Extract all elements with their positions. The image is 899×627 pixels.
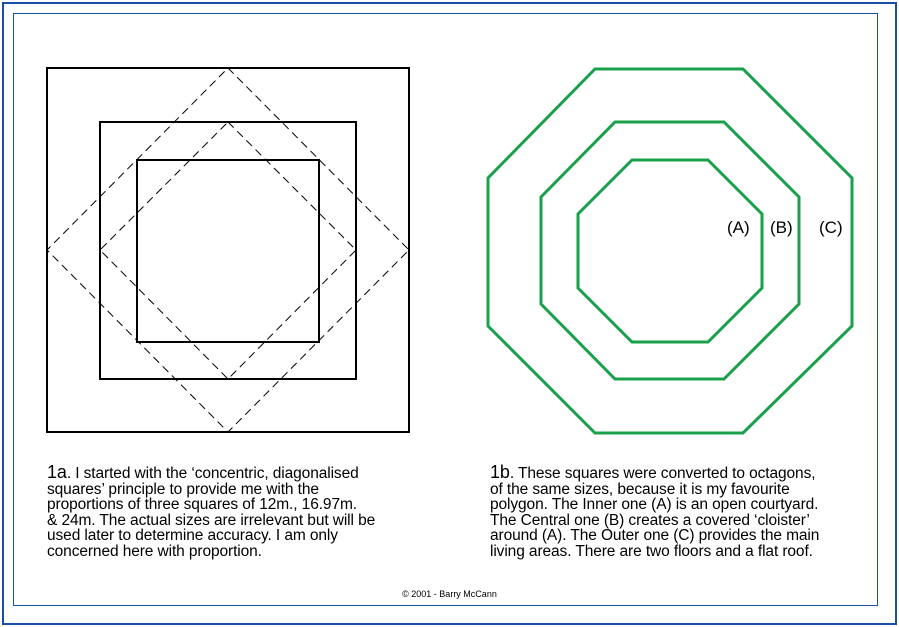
caption-1a-text: . I started with the ‘concentric, diagonalised squares’ principle to provide me with the proportions of three squares of 12m., 16.97m. & 24m. The actual sizes are irrelevant but will be used later to determine accuracy. I am only concerned here with proportion.	[47, 465, 376, 560]
caption-1b	[490, 462, 880, 560]
caption-1b-number: 1b	[490, 462, 510, 482]
label-c: (C)	[819, 218, 843, 237]
inner-octagon-a	[578, 160, 762, 342]
caption-1b-text: . These squares were converted to octagons, of the same sizes, because it is my favourite polygon. The Inner one (A) is an open courtyard. The Central one (B) creates a covered ‘cloister’ around (A). The Outer one (C) provides the main living areas. There are two floors and a flat roof.	[490, 465, 820, 560]
caption-1a	[47, 462, 437, 560]
label-a: (A)	[727, 218, 750, 237]
label-b: (B)	[770, 218, 793, 237]
caption-1a-number: 1a	[47, 462, 67, 482]
inner-square	[137, 160, 319, 342]
copyright-footer: © 2001 - Barry McCann	[402, 589, 497, 599]
figure-1b	[488, 69, 852, 433]
